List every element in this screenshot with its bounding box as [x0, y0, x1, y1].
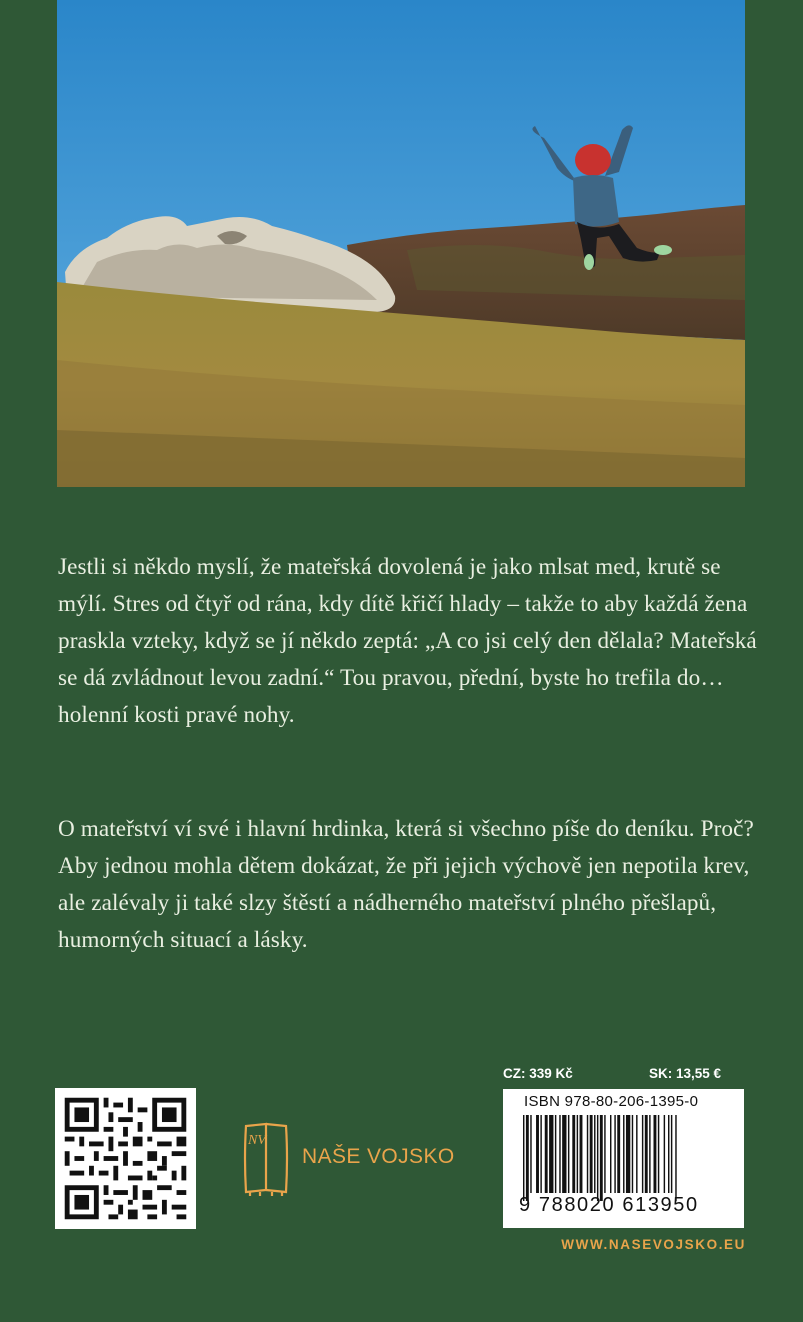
- svg-text:NV: [247, 1133, 267, 1148]
- barcode-bar: [530, 1115, 531, 1193]
- barcode-bar: [642, 1115, 643, 1193]
- barcode-bar: [523, 1115, 524, 1201]
- barcode-bar: [604, 1115, 605, 1193]
- barcode-bar: [587, 1115, 588, 1193]
- publisher-name: NAŠE VOJSKO: [302, 1145, 455, 1168]
- qr-code[interactable]: [55, 1088, 196, 1229]
- barcode-bar: [580, 1115, 583, 1193]
- barcode-bar: [632, 1115, 633, 1193]
- barcode-bar: [545, 1115, 548, 1193]
- barcode-bar: [549, 1115, 553, 1193]
- barcode-bar: [600, 1115, 603, 1201]
- barcode-bar: [572, 1115, 575, 1193]
- barcode-bar: [568, 1115, 569, 1193]
- barcode-bar: [610, 1115, 611, 1193]
- website-link[interactable]: WWW.NASEVOJSKO.EU: [561, 1237, 746, 1252]
- isbn-barcode: [503, 1089, 744, 1228]
- blurb-paragraph-1: Jestli si někdo myslí, že mateřská dovolená je jako mlsat med, krutě se mýlí. Stres od čtyř od rána, kdy dítě křičí hlady – takže to aby každá žena praskla vzteky, když se jí někdo zeptá: „A co jsi celý den dělala? Mateřská se dá zvládnout levou zadní.“ Tou pravou, přední, byste ho trefila do… holenní kosti pravé nohy.: [58, 554, 757, 728]
- price-sk: SK: 13,55 €: [649, 1066, 722, 1081]
- barcode-bar: [562, 1115, 566, 1193]
- qr-code-icon: [55, 1088, 196, 1229]
- barcode-bar: [597, 1115, 598, 1201]
- barcode-bar: [649, 1115, 650, 1193]
- barcode-bar: [555, 1115, 556, 1193]
- barcode-bar: [536, 1115, 539, 1193]
- barcode-bar: [614, 1115, 615, 1193]
- cover-photo: [57, 0, 745, 487]
- barcode-bar: [636, 1115, 637, 1193]
- price-cz: CZ: 339 Kč: [503, 1066, 573, 1081]
- publisher-logo-letters: NV: [248, 1133, 266, 1148]
- barcode-bar: [577, 1115, 578, 1193]
- barcode-bar: [668, 1115, 669, 1193]
- barcode-bar: [623, 1115, 624, 1193]
- barcode-bar: [664, 1115, 665, 1193]
- barcode-bar: [645, 1115, 648, 1193]
- barcode-bar: [559, 1115, 560, 1193]
- barcode-bar: [540, 1115, 541, 1193]
- isbn-label: ISBN 978-80-206-1395-0: [524, 1093, 699, 1110]
- barcode-bar: [658, 1115, 659, 1193]
- ean-digits: 9 788020 613950: [519, 1194, 699, 1216]
- publisher-logo: [240, 1118, 470, 1198]
- blurb-paragraph-2: O mateřství ví své i hlavní hrdinka, která si všechno píše do deníku. Proč? Aby jednou mohla dětem dokázat, že při jejich výchově jen nepotila krev, ale zalévaly ji také slzy štěstí a nádherného mateřství plného přešlapů, humorných situací a lásky.: [58, 816, 754, 953]
- barcode-bar: [617, 1115, 620, 1193]
- barcode-bar: [594, 1115, 595, 1193]
- barcode-bar: [654, 1115, 657, 1193]
- barcode-bar: [626, 1115, 630, 1193]
- barcode-bar: [526, 1115, 529, 1201]
- barcode-bar: [675, 1115, 676, 1201]
- barcode-bar: [590, 1115, 593, 1193]
- barcode-bar: [671, 1115, 672, 1193]
